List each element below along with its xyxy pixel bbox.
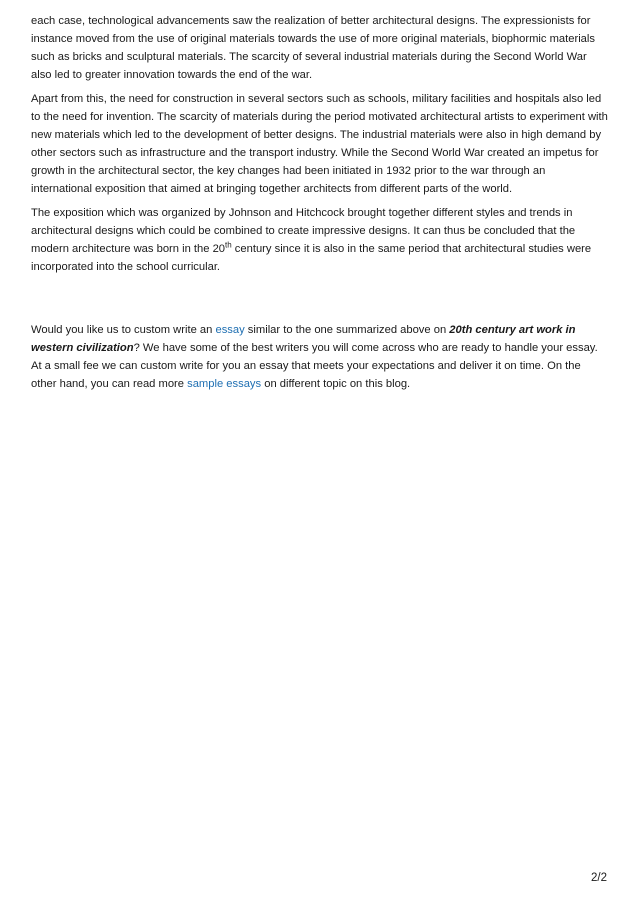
section-gap (31, 276, 609, 321)
paragraph-architecture-innovation: each case, technological advancements saw the realization of better architectural designs. The expressionists for instance moved from the use of original materials towards the use of more original materials, biophormic materials such as bricks and sculptural materials. The scarcity of several industrial materials during the Second World War also led to greater innovation towards the end of the war. (31, 15, 595, 81)
promo-text-2: similar to the one summarized above on (244, 324, 450, 336)
promo-paragraph (31, 321, 609, 393)
paragraph-construction-needs: Apart from this, the need for construction in several sectors such as schools, military facilities and hospitals also led to the need for invention. The scarcity of materials during the period motivated architectural artists to experiment with new materials which led to the development of better designs. The industrial materials were also in high demand by other sectors such as infrastructure and the transport industry. While the Second World War created an impetus for growth in the architectural sector, the key changes had been initiated in 1932 prior to the war through an international exposition that aimed at bringing together architects from different parts of the world. (31, 93, 608, 195)
essay-link[interactable]: essay (215, 324, 245, 336)
promo-text-1: Would you like us to custom write an (31, 324, 216, 336)
promo-text-3: ? We have some of the best writers you will come across who are ready to handle your essay. At a small fee we can custom write for you an essay that meets your expectations and deliver it on time. On the other hand, you can read more (31, 342, 598, 390)
promo-text-4: on different topic on this blog. (261, 378, 411, 390)
promo-topic: 20th century art work in western civilization (31, 324, 576, 354)
paragraph-text-end: century since it is also in the same period that architectural studies were incorporated into the school curricular. (31, 243, 592, 273)
document-page (31, 12, 609, 393)
sample-essays-link[interactable]: sample essays (187, 378, 262, 390)
page-number: 2/2 (591, 872, 607, 884)
paragraph-exposition-conclusion (31, 204, 609, 276)
ordinal-suffix: th (225, 240, 232, 250)
paragraph-text-start: The exposition which was organized by Johnson and Hitchcock brought together different styles and trends in architectural designs which could be combined to create impressive designs. It can thus be concluded that the modern architecture was born in the 20 (31, 207, 576, 255)
